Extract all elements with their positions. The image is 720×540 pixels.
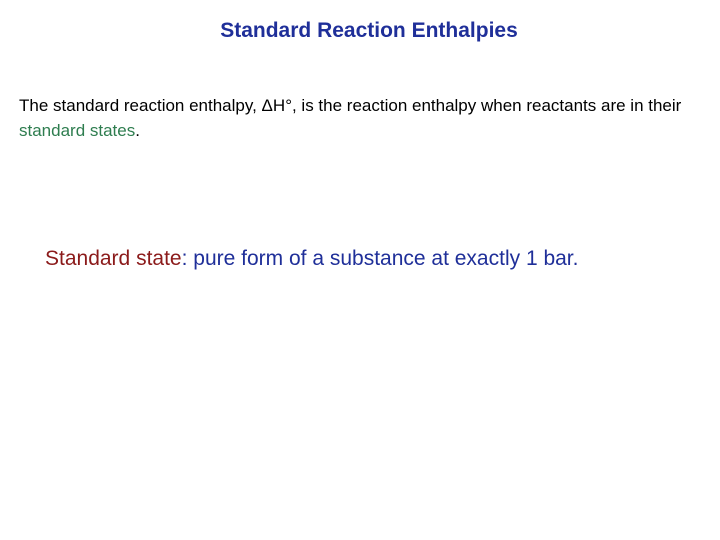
paragraph-text-before: The standard reaction enthalpy, ΔH°, is the reaction enthalpy when reactants are in their	[19, 96, 682, 115]
definition-text: pure form of a substance at exactly 1 bar.	[187, 247, 579, 270]
definition-term: Standard state	[45, 247, 182, 270]
standard-states-highlight: standard states	[19, 121, 136, 140]
definition-separator: :	[181, 247, 188, 270]
slide-title: Standard Reaction Enthalpies	[220, 19, 518, 42]
intro-paragraph	[19, 93, 709, 143]
standard-state-definition	[45, 245, 705, 273]
paragraph-text-after: .	[135, 121, 140, 140]
